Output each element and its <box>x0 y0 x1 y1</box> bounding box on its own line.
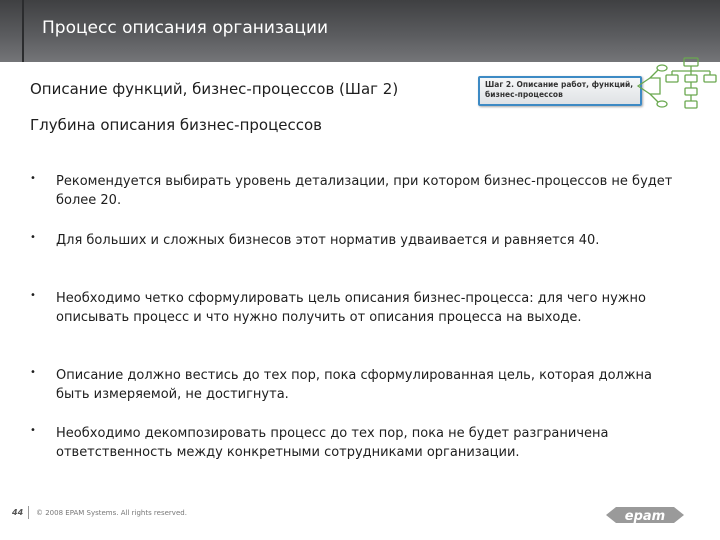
bullet-marker: • <box>30 290 36 301</box>
footer-divider <box>28 506 29 519</box>
step-label-text: Шаг 2. Описание работ, функций, бизнес-процессов <box>485 80 634 99</box>
bullet-marker: • <box>30 232 36 243</box>
section-title: Глубина описания бизнес-процессов <box>30 116 323 134</box>
page-title: Процесс описания организации <box>42 18 329 38</box>
page-number: 44 <box>12 508 24 517</box>
epam-logo <box>604 502 686 528</box>
logo-text: epam <box>624 509 666 524</box>
bullet-marker: • <box>30 425 36 436</box>
title-bar <box>0 0 720 62</box>
title-bar-accent <box>22 0 24 62</box>
step-subtitle: Описание функций, бизнес-процессов (Шаг 2) <box>30 80 399 98</box>
bullet-item-4: Описание должно вестись до тех пор, пока сформулированная цель, которая должна быть измеряемой, не достигнута. <box>56 368 653 402</box>
org-chart-icon <box>636 56 720 122</box>
bullet-item-3: Необходимо четко сформулировать цель описания бизнес-процесса: для чего нужно описывать процесс и что нужно получить от описания процесса на выходе. <box>56 291 646 325</box>
bullet-item-5: Необходимо декомпозировать процесс до тех пор, пока не будет разграничена ответственность между конкретными сотрудниками организации. <box>56 426 609 460</box>
bullet-marker: • <box>30 173 36 184</box>
bullet-item-1: Рекомендуется выбирать уровень детализации, при котором бизнес-процессов не будет более 20. <box>56 174 673 208</box>
copyright-notice: © 2008 EPAM Systems. All rights reserved. <box>36 509 187 517</box>
step-label-box <box>478 76 642 106</box>
bullet-item-2: Для больших и сложных бизнесов этот норматив удваивается и равняется 40. <box>56 233 600 248</box>
bullet-marker: • <box>30 367 36 378</box>
